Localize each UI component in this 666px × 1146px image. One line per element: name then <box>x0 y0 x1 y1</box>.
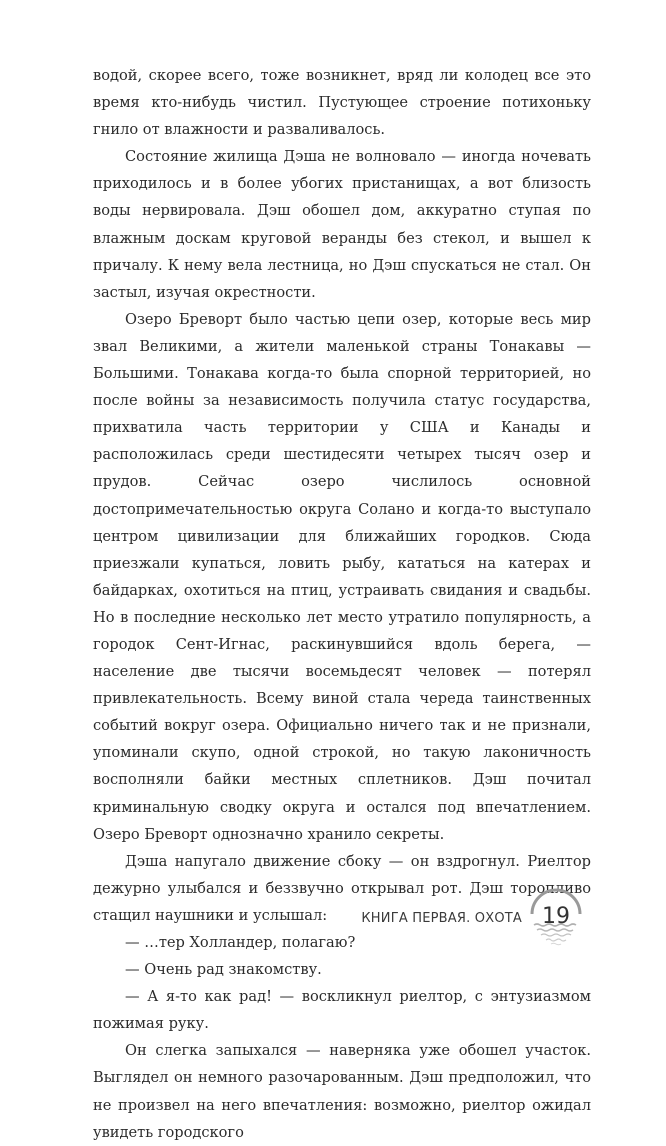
dialogue-line-1: — …тер Холландер, полагаю? <box>125 934 356 951</box>
paragraph-5: Он слегка запыхался — наверняка уже обошел участок. Выглядел он немного разочарованным. Дэш предположил, что не произвел на него впечатления: возможно, риелтор ожидал увидеть городского <box>93 1042 591 1141</box>
page-number-badge <box>526 880 586 956</box>
paragraph-4: Дэша напугало движение сбоку — он вздрогнул. Риелтор дежурно улыбался и беззвучно открывал рот. Дэш торопливо стащил наушники и услышал: <box>93 852 591 924</box>
paragraph-1: водой, скорее всего, тоже возникнет, вряд ли колодец все это время кто-нибудь чистил. Пустующее строение потихоньку гнило от влажности и разваливалось. <box>93 67 591 139</box>
dialogue-line-3: — А я-то как рад! — воскликнул риелтор, с энтузиазмом пожимая руку. <box>93 988 591 1033</box>
running-head: КНИГА ПЕРВАЯ. ОХОТА <box>361 911 522 926</box>
paragraph-3: Озеро Бреворт было частью цепи озер, которые весь мир звал Великими, а жители маленькой страны Тонакавы — Большими. Тонакава когда-то была спорной территорией, но после войны за независимость получила статус государства, прихватила часть территории у США и Канады и расположилась среди шестидесяти четырех тысяч озер и прудов. Сейчас озеро числилось основной достопримечательностью округа Солано и когда-то выступало центром цивилизации для ближайших городков. Сюда приезжали купаться, ловить рыбу, кататься на катерах и байдарках, охотиться на птиц, устраивать свидания и свадьбы. Но в последние несколько лет место утратило популярность, а городок Сент-Игнас, раскинувшийся вдоль берега, — население две тысячи восемьдесят человек — потерял привлекательность. Всему виной стала череда таинственных событий вокруг озера. Официально ничего так и не признали, упоминали скупо, одной строкой, но такую лаконичность восполняли байки местных сплетников. Дэш почитал криминальную сводку округа и остался под впечатлением. Озеро Бреворт однозначно хранило секреты. <box>93 310 591 843</box>
page-number: 19 <box>542 904 570 929</box>
dialogue-line-2: — Очень рад знакомству. <box>125 961 322 979</box>
page-footer <box>0 880 666 960</box>
body-text <box>93 62 591 1146</box>
paragraph-2: Состояние жилища Дэша не волновало — иногда ночевать приходилось и в более убогих пристанищах, а вот близость воды нервировала. Дэш обошел дом, аккуратно ступая по влажным доскам круговой веранды без стекол, и вышел к причалу. К нему вела лестница, но Дэш спускаться не стал. Он застыл, изучая окрестности. <box>93 148 591 301</box>
